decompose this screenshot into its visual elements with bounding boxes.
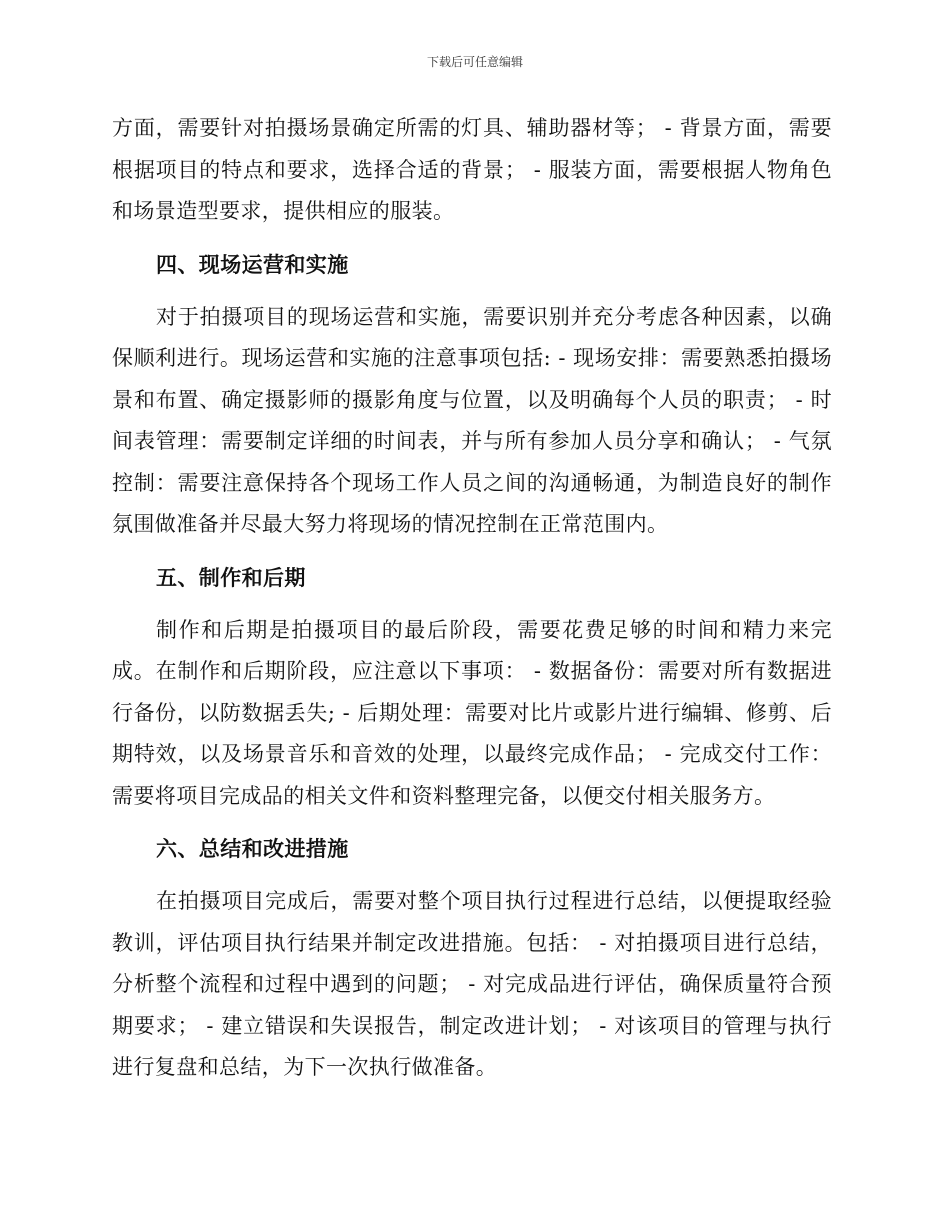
section-heading: 六、总结和改进措施 [156, 837, 349, 861]
page-header: 下载后可任意编辑 [426, 55, 523, 69]
section-heading: 四、现场运营和实施 [156, 252, 349, 277]
section-heading: 五、制作和后期 [156, 565, 306, 590]
section-paragraph: 对于拍摄项目的现场运营和实施，需要识别并充分考虑各种因素，以确保顺利进行。现场运营和实施的注意事项包括: - 现场安排：需要熟悉拍摄场景和布置、确定摄影师的摄影角度与位置，以及明确每个人员的职责； - 时间表管理：需要制定详细的时间表，并与所有参加人员分享和确认； - 气氛控制：需要注意保持各个现场工作人员之间的沟通畅通，为制造良好的制作氛围做准备并尽最大努力将现场的情况控制在正常范围内。 [112, 304, 832, 536]
section-summary-improvement [112, 829, 832, 1089]
intro-paragraph: 方面，需要针对拍摄场景确定所需的灯具、辅助器材等； - 背景方面，需要根据项目的特点和要求，选择合适的背景； - 服装方面，需要根据人物角色和场景造型要求，提供相应的服装。 [112, 116, 832, 223]
section-site-operation [112, 245, 832, 546]
document-body [112, 108, 832, 1089]
section-paragraph: 在拍摄项目完成后，需要对整个项目执行过程进行总结，以便提取经验教训，评估项目执行结果并制定改进措施。包括： - 对拍摄项目进行总结，分析整个流程和过程中遇到的问题； - 对完成品进行评估，确保质量符合预期要求； - 建立错误和失误报告，制定改进计划； - 对该项目的管理与执行进行复盘和总结，为下一次执行做准备。 [112, 889, 832, 1079]
section-paragraph: 制作和后期是拍摄项目的最后阶段，需要花费足够的时间和精力来完成。在制作和后期阶段，应注意以下事项： - 数据备份：需要对所有数据进行备份，以防数据丢失; - 后期处理：需要对比片或影片进行编辑、修剪、后期特效，以及场景音乐和音效的处理，以最终完成作品； - 完成交付工作：需要将项目完成品的相关文件和资料整理完备，以便交付相关服务方。 [112, 617, 832, 808]
section-production-post [112, 558, 832, 818]
